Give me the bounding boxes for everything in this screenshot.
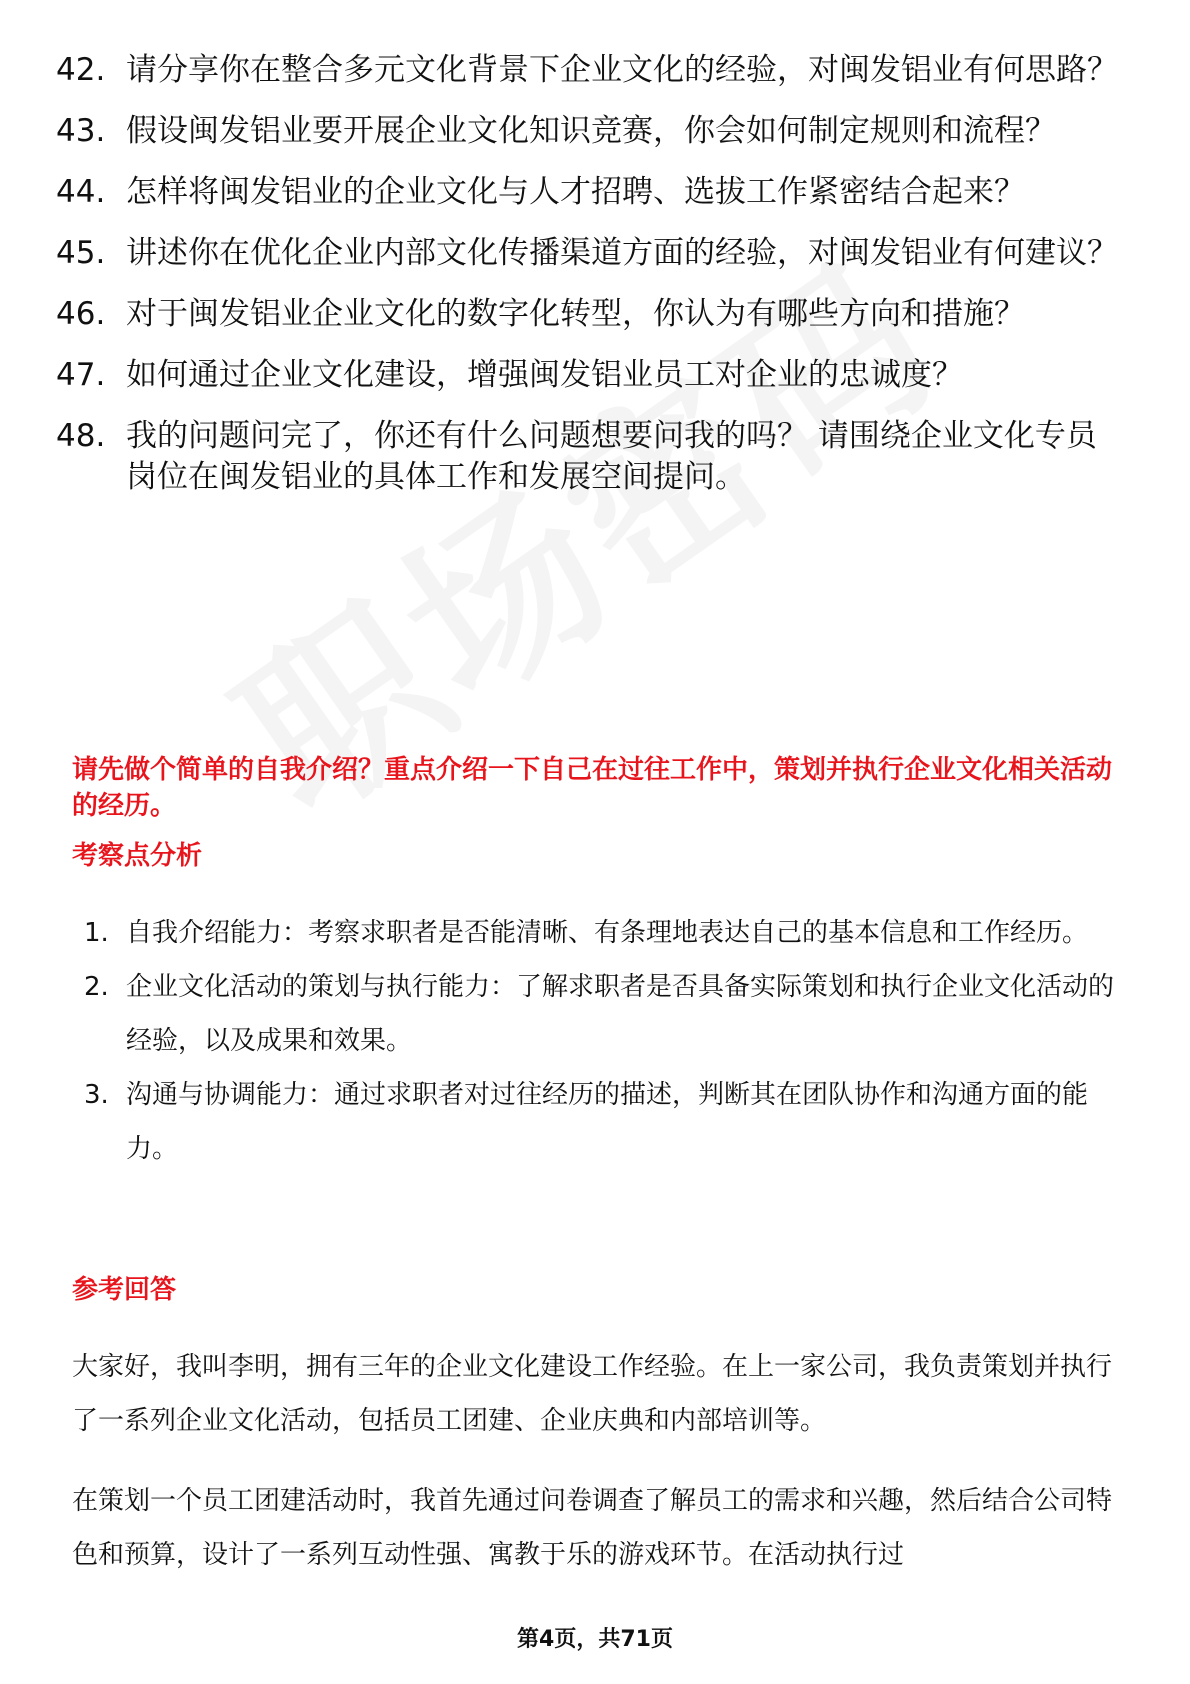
question-item — [56, 111, 1126, 152]
question-number: 46. — [56, 296, 106, 332]
question-item — [56, 355, 1126, 396]
question-item — [56, 416, 1126, 498]
question-number: 47. — [56, 357, 106, 393]
question-number: 44. — [56, 174, 106, 210]
answer-paragraph: 在策划一个员工团建活动时，我首先通过问卷调查了解员工的需求和兴趣，然后结合公司特色和预算，设计了一系列互动性强、寓教于乐的游戏环节。在活动执行过 — [72, 1486, 1113, 1570]
question-text: 我的问题问完了，你还有什么问题想要问我的吗？ 请围绕企业文化专员岗位在闽发铝业的具体工作和发展空间提问。 — [126, 418, 1097, 495]
analysis-item — [84, 906, 1124, 960]
question-text: 假设闽发铝业要开展企业文化知识竞赛，你会如何制定规则和流程？ — [126, 113, 1056, 149]
question-text: 对于闽发铝业企业文化的数字化转型，你认为有哪些方向和措施？ — [126, 296, 1025, 332]
answer-paragraph: 大家好，我叫李明，拥有三年的企业文化建设工作经验。在上一家公司，我负责策划并执行了一系列企业文化活动，包括员工团建、企业庆典和内部培训等。 — [72, 1352, 1113, 1436]
analysis-text: 企业文化活动的策划与执行能力：了解求职者是否具备实际策划和执行企业文化活动的经验，以及成果和效果。 — [126, 972, 1115, 1056]
question-number: 48. — [56, 418, 106, 454]
analysis-number: 1. — [84, 918, 109, 948]
question-text: 请分享你在整合多元文化背景下企业文化的经验，对闽发铝业有何思路？ — [126, 52, 1118, 88]
question-item — [56, 172, 1126, 213]
question-item — [56, 233, 1126, 274]
analysis-text: 自我介绍能力：考察求职者是否能清晰、有条理地表达自己的基本信息和工作经历。 — [126, 918, 1089, 948]
question-number: 45. — [56, 235, 106, 271]
analysis-text: 沟通与协调能力：通过求职者对过往经历的描述，判断其在团队协作和沟通方面的能力。 — [126, 1080, 1089, 1164]
question-list — [56, 50, 1126, 518]
analysis-number: 3. — [84, 1080, 109, 1110]
analysis-title: 考察点分析 — [72, 841, 203, 871]
featured-question: 请先做个简单的自我介绍？重点介绍一下自己在过往工作中，策划并执行企业文化相关活动的经历。 — [72, 755, 1113, 821]
question-text: 怎样将闽发铝业的企业文化与人才招聘、选拔工作紧密结合起来？ — [126, 174, 1025, 210]
question-text: 如何通过企业文化建设，增强闽发铝业员工对企业的忠诚度？ — [126, 357, 963, 393]
question-item — [56, 50, 1126, 91]
question-number: 42. — [56, 52, 106, 88]
analysis-number: 2. — [84, 972, 109, 1002]
analysis-item — [84, 1068, 1124, 1176]
question-item — [56, 294, 1126, 335]
page-footer: 第4页，共71页 — [517, 1627, 673, 1652]
analysis-list — [84, 906, 1124, 1176]
question-number: 43. — [56, 113, 106, 149]
question-text: 讲述你在优化企业内部文化传播渠道方面的经验，对闽发铝业有何建议？ — [126, 235, 1118, 271]
answer-title: 参考回答 — [72, 1275, 177, 1305]
analysis-item — [84, 960, 1124, 1068]
